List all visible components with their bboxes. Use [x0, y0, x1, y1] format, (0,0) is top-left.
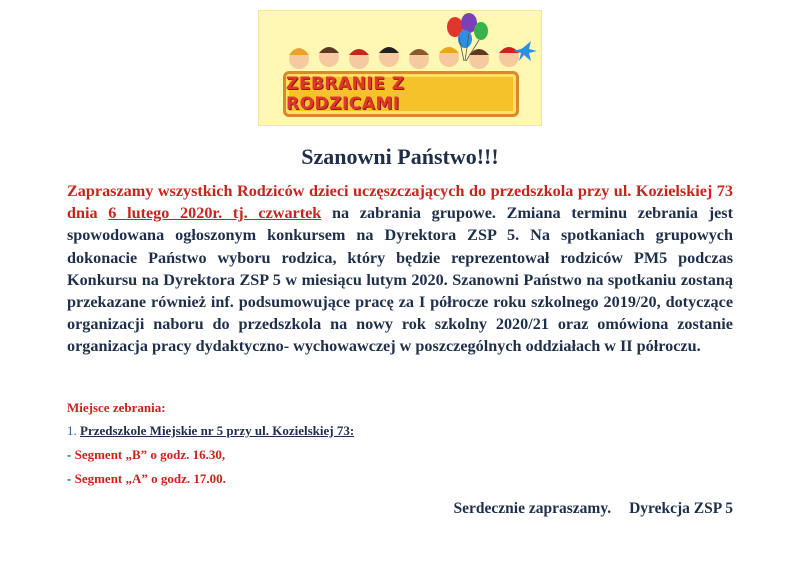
closing-invite: Serdecznie zapraszamy. [453, 500, 612, 517]
segment-b-text: Segment „B” o godz. 16.30, [74, 447, 226, 462]
page-title: Szanowni Państwo!!! [301, 144, 499, 169]
meeting-date: 6 lutego 2020r. tj. czwartek [108, 204, 322, 223]
segment-a [67, 471, 226, 487]
banner-title: ZEBRANIE Z RODZICAMI [286, 74, 405, 114]
signature: Dyrekcja ZSP 5 [629, 500, 733, 517]
banner-plaque [283, 71, 519, 117]
segment-a-prefix: - [67, 471, 75, 486]
location-item-number: 1. [67, 423, 77, 438]
segment-b-prefix: - [67, 447, 75, 462]
closing-line [454, 500, 733, 518]
segment-a-text: Segment „A” o godz. 17.00. [74, 471, 226, 486]
location-item [67, 423, 354, 439]
location-item-text: Przedszkole Miejskie nr 5 przy ul. Kozielskiej 73: [80, 423, 355, 438]
meeting-banner [258, 10, 542, 126]
announcement-body: na zabrania grupowe. Zmiana terminu zebrania jest spowodowana ogłoszonym konkursem na Dyrektora ZSP 5. Na spotkaniach grupowych dokonacie Państwo wyboru rodzica, który będzie reprezentował rodziców PM5 podczas Konkursu na Dyrektora ZSP 5 w miesiącu lutym 2020. Szanowni Państwo na spotkaniu zostaną przekazane również inf. podsumowujące pracę za I półrocze roku szkolnego 2019/20, dotyczące organizacji naboru do przedszkola na nowy rok szkolny 2020/21 oraz omówiona zostanie organizacja pracy dydaktyczno- wychowawczej w poszczególnych oddziałach w II półroczu. [67, 204, 733, 356]
announcement-paragraph [67, 180, 733, 358]
intro-text: Zapraszamy wszystkich Rodziców dzieci uczęszczających do przedszkola przy ul. Kozielskiej 73 dnia [67, 182, 733, 223]
location-label: Miejsce zebrania: [67, 400, 166, 415]
segment-b [67, 447, 225, 463]
